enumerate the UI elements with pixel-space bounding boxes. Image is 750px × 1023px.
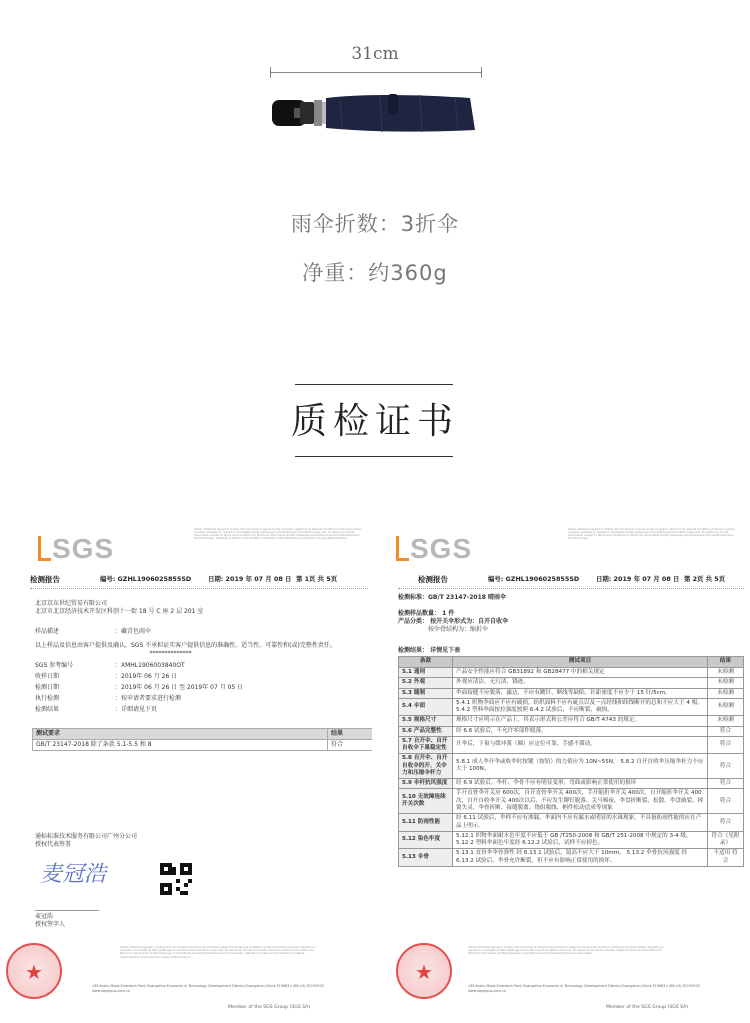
result-cell: 未检测 [708,678,744,688]
clause-cell: 5.1 通则 [399,668,453,678]
clause-cell: 5.12 染色牢度 [399,831,453,849]
item-header: 测试项目 [453,657,708,668]
sample-desc-value: ：藏青色雨伞 [115,628,152,635]
table-row [399,716,744,726]
item-cell: 外观应清洁，无污渍，锈迹。 [453,678,708,688]
table-row [399,736,744,754]
sample-info-block [398,610,742,634]
table-row [33,740,373,751]
table-row [399,814,744,832]
result-cell: 符合 [708,736,744,754]
field-row [35,684,355,695]
report-page: 第 1页 共 5页 [296,575,338,583]
clause-cell: 5.4 伞面 [399,698,453,716]
item-cell: 产品安全性能应符合 GB31892 和 GB28477 中的相关规定 [453,668,708,678]
field-value: ：详细请见下页 [115,706,158,713]
result-cell: 未检测 [708,698,744,716]
field-key: SGS 参考编号 [35,662,74,669]
clause-cell: 5.3 缝制 [399,688,453,698]
result-header: 结果 [328,729,373,740]
result-cell: 符合 [708,814,744,832]
header-divider [398,588,744,589]
result-cell: 符合 [708,779,744,789]
fine-print-bottom: Unless otherwise agreed in writing, this document is issued by the Company subject to its General Conditions of Service printed overleaf, available on request or accessible at http://www.sgs.com/en/Terms-and-Conditions.aspx and, for electronic format documents, subject to Terms and Conditions for Electronic Documents at http://www.sgs.com/en/Terms-and-Conditions/Terms-e-Document.aspx. [468,946,664,956]
dimension-line [270,72,482,73]
report-fields [35,662,355,717]
result-line: 检测结果： 详情见下表 [398,647,461,654]
result-cell: 符合 [328,740,373,751]
clause-cell: 5.9 伞杆抗风强度 [399,779,453,789]
requirement-table [32,728,372,751]
req-header: 测试要求 [33,729,328,740]
result-cell: 符合 [708,754,744,779]
item-cell: 伞面接缝不应脱落、露边，不应有跳针、断线等缺陷。针距密度不应少于 15 针/5cm。 [453,688,708,698]
result-cell: 未检测 [708,688,744,698]
test-report-page-2 [378,518,748,1018]
field-row [35,706,355,717]
sgs-logo: SGS [410,530,472,568]
report-title: 检测报告 [418,575,448,584]
field-value: ：2019年 06 月 26 日 [115,673,178,680]
header-divider [30,588,368,589]
length-label: 31cm [351,44,399,64]
item-cell: 规格尺寸应明示在产品上，其表示形式和公差应符合 GB/T 4743 的规定。 [453,716,708,726]
report-date: 日期: 2019 年 07 月 08 日 [596,575,680,583]
client-name: 北京京东世纪贸易有限公司 [35,600,108,607]
report-header [418,575,744,585]
table-row [399,678,744,688]
field-value: ：按申请者要求进行检测 [115,695,182,702]
result-intro [398,647,742,655]
member-line: Member of the SGS Group (SGS SA) [228,1005,311,1010]
handwritten-signature: 麦冠浩 [40,862,107,887]
item-cell: 经 6.11 试验后，伞样不应有渗漏，伞面内不应有漏水或明显的水珠现象，不具备防雨性能的应在产品上明示。 [453,814,708,832]
sample-desc [35,628,355,639]
field-key: 执行检测 [35,695,60,702]
report-number: 编号: GZHL1906025855SD [488,575,580,583]
certificate-title: 质检证书 [290,401,459,442]
official-seal [6,943,62,999]
company-address: 198 Kezhu Road,Scientech Park Guangzhou Economic & Technology Development District,Guangzhou,China 510663 t (86-20) 82155555 www.sgsgroup.com.cn [468,984,700,993]
item-cell: 5.8.1 成人伞开伞或收伞时按键（按钮）的力值应为 10N~55N。 5.8.2 自开自收伞压缩伞杆力不应大于 100N。 [453,754,708,779]
field-value: ：XMHL1906003840OT [115,662,185,669]
field-row [35,673,355,684]
signer-name: 麦冠浩 [35,913,54,920]
fine-print-top: Unless otherwise agreed in writing, this document is issued by the Company subject to its General Conditions of Service printed overleaf, available on request or accessible at http://www.sgs.com/en/Terms-and-Conditions.aspx and, for electronic format documents, subject to Terms and Conditions for Electronic Documents at http://www.sgs.com/en/Terms-and-Conditions/Terms-e-Document.aspx. Attention is drawn to the limitation of liability, indemnification and jurisdiction issues defined therein. [194,528,361,541]
table-row [399,668,744,678]
result-header: 结果 [708,657,744,668]
report-page: 第 2页 共 5页 [684,575,726,583]
clause-cell: 5.10 无故障连续开关次数 [399,789,453,814]
table-row [399,779,744,789]
company-name: 通标标准技术服务有限公司广州分公司 [35,833,138,840]
report-date: 日期: 2019 年 07 月 08 日 [208,575,292,583]
client-block [35,600,366,616]
table-row [399,831,744,849]
item-cell: 开伞后，下巢与缓冲簧（圈）应定位可靠，手感不滞动。 [453,736,708,754]
disclaimer-block [35,642,366,658]
field-key: 检测日期 [35,684,60,691]
title-rule-bottom [295,456,453,457]
report-header [30,575,368,585]
req-cell: GB/T 23147-2018 除了条款 5.1-5.5 和 8 [33,740,328,751]
sample-desc-label: 样品描述 [35,628,60,635]
result-cell: 不适用 符合 [708,849,744,867]
company-address: 198 Kezhu Road,Scientech Park Guangzhou Economic & Technology Development District,Guangzhou,China 510663 t (86-20) 82155555 www.sgsgroup.com.cn [92,984,324,993]
field-key: 收样日期 [35,673,60,680]
item-cell: 5.13.1 直骨伞伞骨弹性 经 6.13.1 试验后，镜高不应大于 10mm。 5.13.2 伞骨抗风强度 经 6.13.2 试验后，伞骨允许断裂，但不应有影响正常使用的损坏。 [453,849,708,867]
signer-block [35,910,99,929]
table-header-row [399,657,744,668]
signer-title: 授权签字人 [35,921,66,929]
item-cell: 5.12.1 织物伞面耐水色牢度不应低于 GB /T250-2008 和 GB/T 251-2008 中规定的 3-4 级。 5.12.2 塑料伞面色牢度经 6.12.2 试验后，试样不应掉色。 [453,831,708,849]
clause-cell: 5.5 规格尺寸 [399,716,453,726]
fine-print-bottom: Unless otherwise agreed in writing, this document is issued by the Company subject to its General Conditions of Service printed overleaf, available on request or accessible at http://www.sgs.com/en/Terms-and-Conditions.aspx and, for electronic format documents, subject to Terms and Conditions for Electronic Documents at http://www.sgs.com/en/Terms-and-Conditions/Terms-e-Document.aspx. Attention is drawn to the limitation of liability, indemnification and jurisdiction issues defined therein. [120,946,316,959]
report-number: 编号: GZHL1906025855SD [100,575,192,583]
standard-line: 检测标准：GB/T 23147-2018 晴雨伞 [398,594,507,601]
test-report-page-1 [2,518,372,1018]
field-value: ：2019年 06 月 26 日 至 2019年 07 月 05 日 [115,684,244,691]
disclaimer-text: 以上样品及信息由客户提供及确认，SGS 不承担证实客户提供信息的准确性、适当性、可靠性和(或)完整性责任。 [35,642,336,649]
result-cell: 未检测 [708,668,744,678]
report-title: 检测报告 [30,575,60,584]
item-cell: 5.4.1 织物伞面应不应有破损，纺织面料不应有疵点以及一点经线和纬线断开的总和不应大于 4 根。 5.4.2 塑料伞面按拉强度按照 6.4.2 试验后，不应断裂、破损。 [453,698,708,716]
standard-block [398,594,742,602]
result-cell: 符合 [708,726,744,736]
quantity-line: 检测样品数量： 1 件 [398,610,455,617]
clause-cell: 5.13 伞骨 [399,849,453,867]
table-row [399,789,744,814]
clause-cell: 5.11 防雨性能 [399,814,453,832]
client-address: 北京市北京经济技术开发区科创十一街 18 号 C 座 2 层 201 室 [35,608,204,616]
result-cell: 符合（见附录） [708,831,744,849]
item-cell: 手开直骨伞开关应 600次，自开直骨伞开关 400次，手开缩折伞开关 400次，自开缩折伞开关 400次，自开自收伞开关 400次以后，不应发生铆钉脱落、关马棉夜、伞盘折断裂、松散、伞盘破裂、摔簧失灵、伞骨折断、接缝脱离、绕组脱线、柄件松动造成等现象 [453,789,708,814]
category-line: 产品分类： 按开关伞形式为：自开自收伞 [398,618,509,626]
clause-cell: 5.8 自开伞、自开自收伞的开、关伞力和压缩伞杆力 [399,754,453,779]
fine-print-top: Unless otherwise agreed in writing, this document is issued by the Company subject to its General Conditions of Service printed overleaf, available on request or accessible at http://www.sgs.com/en/Terms-and-Conditions.aspx and, for electronic format documents, subject to Terms and Conditions for Electronic Documents at http://www.sgs.com/en/Terms-and-Conditions/Terms-e-Document.aspx. [568,528,735,541]
table-row [399,726,744,736]
structure-line: 按伞骨结构为：缩折伞 [428,626,489,634]
title-rule-top [295,384,453,385]
result-cell: 符合 [708,789,744,814]
table-row [399,849,744,867]
clause-cell: 5.6 产品完整性 [399,726,453,736]
stars-divider: ************** [149,650,192,658]
field-key: 检测结果 [35,706,60,713]
folded-umbrella-image [270,90,485,138]
clause-cell: 5.7 自开伞、自开自收伞下巢稳定性 [399,736,453,754]
clause-header: 条款 [399,657,453,668]
clause-cell: 5.2 外观 [399,678,453,688]
authorized-label: 授权代表签署 [35,841,72,849]
item-cell: 经 6.6 试验后，不允许零部件脱落。 [453,726,708,736]
item-cell: 经 6.9 试验后，伞杆、伞骨不应有明显变形，弯曲或影响正常使用的损坏 [453,779,708,789]
fold-count-text: 雨伞折数：3折伞 [290,212,460,236]
test-results-table [398,656,744,867]
table-header-row [33,729,373,740]
qr-code [160,863,192,895]
company-block [35,833,137,849]
field-row [35,695,355,706]
table-row [399,698,744,716]
official-seal [396,943,452,999]
table-row [399,754,744,779]
net-weight-text: 净重：约360g [302,261,448,285]
sgs-logo: SGS [52,530,114,568]
member-line: Member of the SGS Group (SGS SA) [606,1005,689,1010]
result-cell: 未检测 [708,716,744,726]
table-row [399,688,744,698]
field-row [35,662,355,673]
